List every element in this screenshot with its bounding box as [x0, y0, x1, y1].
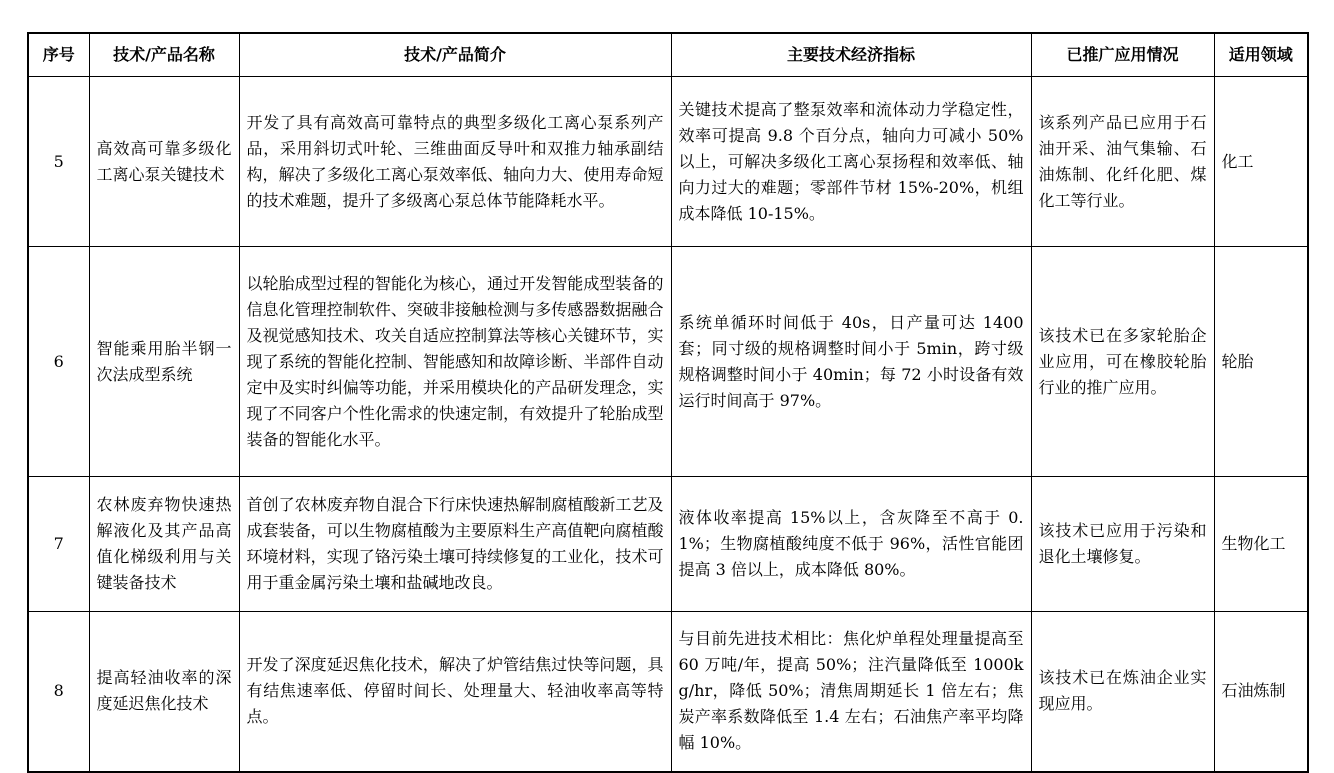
tech-products-table — [27, 32, 1309, 773]
cell-no: 8 — [28, 612, 89, 772]
cell-no: 6 — [28, 247, 89, 477]
header-row — [28, 33, 1308, 77]
cell-field: 生物化工 — [1214, 477, 1308, 612]
cell-name: 高效高可靠多级化工离心泵关键技术 — [89, 77, 239, 247]
cell-field: 石油炼制 — [1214, 612, 1308, 772]
cell-application: 该技术已在炼油企业实现应用。 — [1031, 612, 1214, 772]
cell-name: 提高轻油收率的深度延迟焦化技术 — [89, 612, 239, 772]
cell-indicators: 液体收率提高 15%以上，含灰降至不高于 0.1%；生物腐植酸纯度不低于 96%，活性官能团提高 3 倍以上，成本降低 80%。 — [671, 477, 1031, 612]
cell-indicators: 系统单循环时间低于 40s，日产量可达 1400 套；同寸级的规格调整时间小于 5min，跨寸级规格调整时间小于 40min；每 72 小时设备有效运行时间高于 97%。 — [671, 247, 1031, 477]
header-no: 序号 — [28, 33, 89, 77]
cell-indicators: 关键技术提高了整泵效率和流体动力学稳定性，效率可提高 9.8 个百分点，轴向力可减小 50%以上，可解决多级化工离心泵扬程和效率低、轴向力过大的难题；零部件节材 15%-20%，机组成本降低 10-15%。 — [671, 77, 1031, 247]
header-field: 适用领域 — [1214, 33, 1308, 77]
cell-intro: 首创了农林废弃物自混合下行床快速热解制腐植酸新工艺及成套装备，可以生物腐植酸为主要原料生产高值靶向腐植酸环境材料，实现了铬污染土壤可持续修复的工业化，技术可用于重金属污染土壤和盐碱地改良。 — [239, 477, 671, 612]
cell-no: 7 — [28, 477, 89, 612]
cell-field: 轮胎 — [1214, 247, 1308, 477]
cell-name: 农林废弃物快速热解液化及其产品高值化梯级利用与关键装备技术 — [89, 477, 239, 612]
cell-application: 该技术已在多家轮胎企业应用，可在橡胶轮胎行业的推广应用。 — [1031, 247, 1214, 477]
header-indicators: 主要技术经济指标 — [671, 33, 1031, 77]
table-row — [28, 477, 1308, 612]
header-name: 技术/产品名称 — [89, 33, 239, 77]
cell-application: 该系列产品已应用于石油开采、油气集输、石油炼制、化纤化肥、煤化工等行业。 — [1031, 77, 1214, 247]
cell-intro: 开发了具有高效高可靠特点的典型多级化工离心泵系列产品，采用斜切式叶轮、三维曲面反导叶和双推力轴承副结构，解决了多级化工离心泵效率低、轴向力大、使用寿命短的技术难题，提升了多级离心泵总体节能降耗水平。 — [239, 77, 671, 247]
cell-name: 智能乘用胎半钢一次法成型系统 — [89, 247, 239, 477]
table-row — [28, 247, 1308, 477]
cell-indicators: 与目前先进技术相比：焦化炉单程处理量提高至 60 万吨/年，提高 50%；注汽量降低至 1000kg/hr，降低 50%；清焦周期延长 1 倍左右；焦炭产率系数降低至 1.4 左右；石油焦产率平均降幅 10%。 — [671, 612, 1031, 772]
cell-application: 该技术已应用于污染和退化土壤修复。 — [1031, 477, 1214, 612]
cell-intro: 以轮胎成型过程的智能化为核心，通过开发智能成型装备的信息化管理控制软件、突破非接触检测与多传感器数据融合及视觉感知技术、攻关自适应控制算法等核心关键环节，实现了系统的智能化控制、智能感知和故障诊断、半部件自动定中及实时纠偏等功能，并采用模块化的产品研发理念，实现了不同客户个性化需求的快速定制，有效提升了轮胎成型装备的智能化水平。 — [239, 247, 671, 477]
cell-intro: 开发了深度延迟焦化技术，解决了炉管结焦过快等问题，具有结焦速率低、停留时间长、处理量大、轻油收率高等特点。 — [239, 612, 671, 772]
header-intro: 技术/产品简介 — [239, 33, 671, 77]
table-row — [28, 612, 1308, 772]
cell-field: 化工 — [1214, 77, 1308, 247]
header-application: 已推广应用情况 — [1031, 33, 1214, 77]
table-row — [28, 77, 1308, 247]
cell-no: 5 — [28, 77, 89, 247]
